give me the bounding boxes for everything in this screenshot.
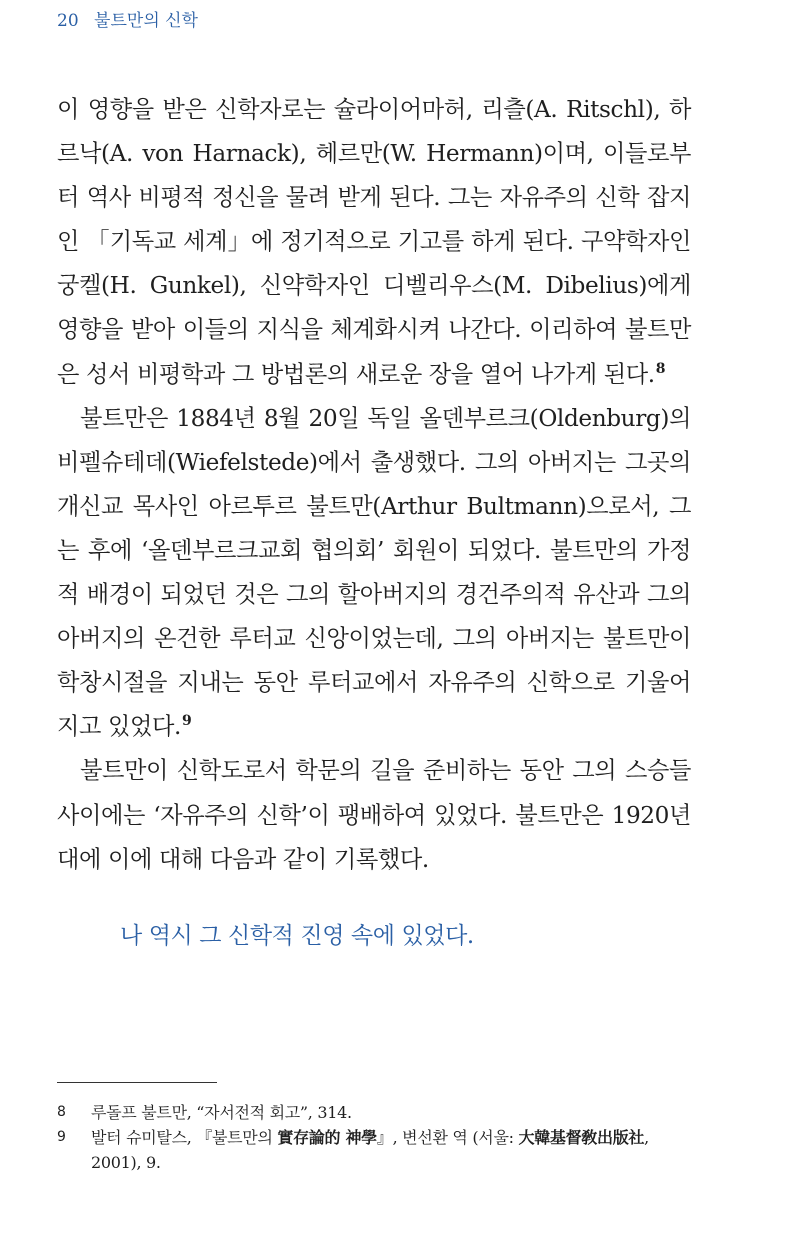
footnote-text-post: , 2001), 9. (91, 1128, 649, 1172)
paragraph-2 (57, 397, 691, 750)
footnote-8 (57, 1100, 697, 1125)
running-title: 불트만의 신학 (94, 11, 198, 31)
footnotes (57, 1100, 697, 1175)
footnote-9 (57, 1125, 697, 1175)
paragraph-1 (57, 88, 691, 397)
footnote-number: 8 (57, 1104, 66, 1120)
running-header (57, 6, 198, 31)
paragraph-3-text: 불트만이 신학도로서 학문의 길을 준비하는 동안 그의 스승들 사이에는 ‘자유주의 신학’이 팽배하여 있었다. 불트만은 1920년대에 이에 대해 다음과 같이 기록했다. (57, 757, 691, 873)
footnote-ref-9[interactable]: 9 (181, 713, 192, 730)
footnote-divider (57, 1082, 217, 1083)
paragraph-1-text: 이 영향을 받은 신학자로는 슐라이어마허, 리츨(A. Ritschl), 하르낙(A. von Harnack), 헤르만(W. Hermann)이며, 이들로부터 역사 비평적 정신을 물려 받게 된다. 그는 자유주의 신학 잡지인 「기독교 세계」에 정기적으로 기고를 하게 된다. 구약학자인 궁켈(H. Gunkel), 신약학자인 디벨리우스(M. Dibelius)에게 영향을 받아 이들의 지식을 체계화시켜 나간다. 이리하여 불트만은 성서 비평학과 그 방법론의 새로운 장을 열어 나가게 된다. (57, 96, 691, 388)
footnote-number: 9 (57, 1129, 66, 1145)
footnote-text-mid: 』, 변선환 역 (서울: (376, 1128, 519, 1147)
paragraph-2-text: 불트만은 1884년 8월 20일 독일 올덴부르크(Oldenburg)의 비펠슈테데(Wiefelstede)에서 출생했다. 그의 아버지는 그곳의 개신교 목사인 아르투르 불트만(Arthur Bultmann)으로서, 그는 후에 ‘올덴부르크교회 협의회’ 회원이 되었다. 불트만의 가정적 배경이 되었던 것은 그의 할아버지의 경건주의적 유산과 그의 아버지의 온건한 루터교 신앙이었는데, 그의 아버지는 불트만이 학창시절을 지내는 동안 루터교에서 자유주의 신학으로 기울어지고 있었다. (57, 404, 691, 741)
paragraph-3 (57, 749, 691, 881)
footnote-text: 루돌프 불트만, “자서전적 회고”, 314. (91, 1103, 352, 1122)
body-text (57, 88, 691, 882)
book-title: 實存論的 神學 (277, 1128, 377, 1147)
footnote-text-pre: 발터 슈미탈스, 『불트만의 (91, 1128, 278, 1147)
page-number: 20 (57, 11, 79, 31)
publisher-name: 大韓基督敎出版社 (518, 1128, 645, 1147)
block-quote: 나 역시 그 신학적 진영 속에 있었다. (120, 923, 474, 949)
footnote-ref-8[interactable]: 8 (655, 360, 666, 377)
